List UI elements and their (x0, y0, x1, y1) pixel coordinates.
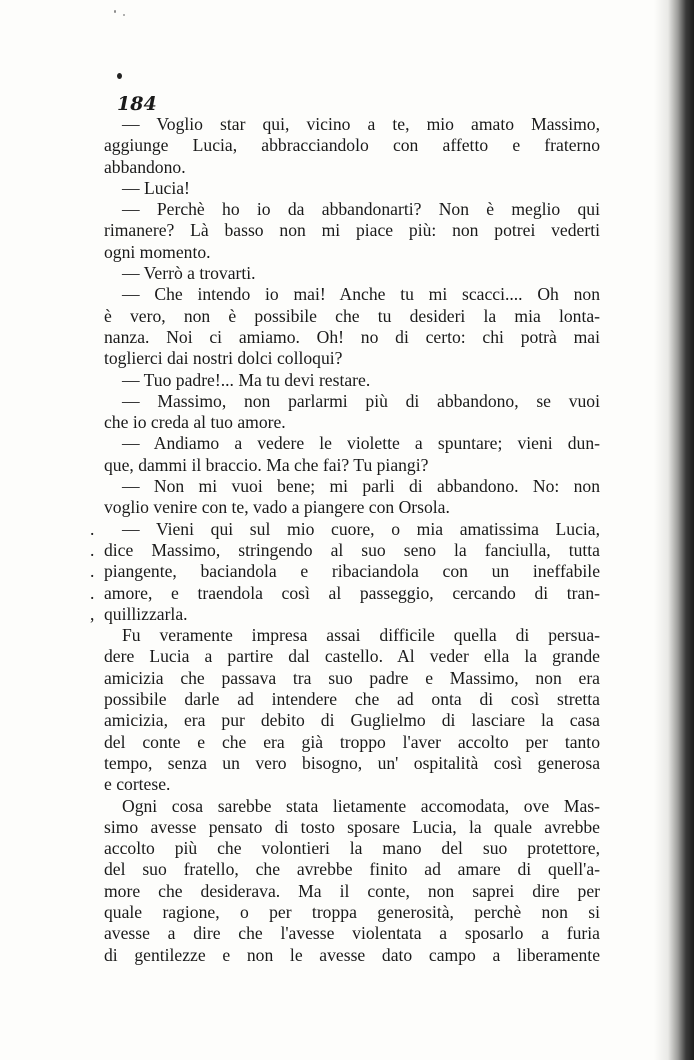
body-text (90, 114, 600, 966)
text-line (104, 455, 600, 476)
line-text: che io creda al tuo amore. (104, 412, 286, 433)
line-text: abbandono. (104, 156, 186, 177)
line-text: avesse a dire che l'avesse violentata a sposarlo a furia (104, 923, 600, 944)
line-text: nanza. Noi ci amiamo. Oh! no di certo: chi potrà mai (104, 326, 600, 347)
line-text: — Tuo padre!... Ma tu devi restare. (122, 369, 371, 390)
margin-mark: . (90, 539, 95, 560)
text-line (104, 923, 600, 944)
line-text: — Voglio star qui, vicino a te, mio amato Massimo, (122, 114, 600, 134)
line-text: quillizzarla. (104, 603, 188, 624)
line-text: quale ragione, o per troppa generosità, perchè non si (104, 901, 600, 922)
ink-speck (117, 73, 122, 79)
text-line (104, 625, 600, 646)
line-text: — Lucia! (122, 177, 190, 198)
text-line (104, 796, 600, 817)
ink-speck (123, 14, 125, 16)
line-text: del conte e che era già troppo l'aver accolto per tanto (104, 731, 600, 752)
line-text: ogni momento. (104, 241, 211, 262)
line-text: possibile darle ad intendere che ad onta di così stretta (104, 689, 600, 710)
line-text: dice Massimo, stringendo al suo seno la fanciulla, tutta (104, 539, 600, 560)
text-line (104, 476, 600, 497)
line-text: di gentilezze e non le avesse dato campo a liberamente (104, 944, 600, 965)
text-line (104, 945, 600, 966)
text-line (90, 582, 600, 604)
line-text: — Vieni qui sul mio cuore, o mia amatissima Lucia, (122, 518, 600, 539)
line-text: Fu veramente impresa assai difficile quella di persua- (122, 625, 600, 646)
line-text: tempo, senza un vero bisogno, un' ospitalità così generosa (104, 752, 600, 773)
line-text: — Verrò a trovarti. (122, 263, 256, 284)
text-line (104, 817, 600, 838)
line-text: piangente, baciandola e ribaciandola con un ineffabile (104, 561, 600, 582)
text-line (104, 178, 600, 199)
line-text: toglierci dai nostri dolci colloqui? (104, 348, 343, 369)
text-line (104, 157, 600, 178)
text-line (104, 902, 600, 923)
text-line (104, 689, 600, 710)
text-line (104, 710, 600, 731)
text-line (104, 838, 600, 859)
line-text: — Che intendo io mai! Anche tu mi scacci.... Oh non (122, 284, 600, 305)
line-text: — Perchè ho io da abbandonarti? Non è meglio qui (122, 199, 600, 220)
ink-speck (114, 10, 116, 13)
text-line (104, 135, 600, 156)
line-text: aggiunge Lucia, abbracciandolo con affetto e fraterno (104, 135, 600, 156)
line-text: e cortese. (104, 774, 171, 795)
text-line (104, 732, 600, 753)
text-line (104, 774, 600, 795)
margin-mark: . (90, 561, 95, 582)
text-line (90, 603, 600, 625)
line-text: — Massimo, non parlarmi più di abbandono, se vuoi (122, 390, 600, 411)
text-line (104, 284, 600, 305)
page-number: 184 (117, 93, 157, 115)
line-text: dere Lucia a partire dal castello. Al veder ella la grande (104, 646, 600, 667)
text-line (104, 433, 600, 454)
line-text: amore, e traendola così al passeggio, cercando di tran- (104, 582, 600, 603)
line-text: — Andiamo a vedere le violette a spuntare; vieni dun- (122, 433, 600, 454)
margin-mark: . (90, 582, 95, 603)
book-spine-shadow (654, 0, 694, 1060)
line-text: more che desiderava. Ma il conte, non saprei dire per (104, 880, 600, 901)
text-line (104, 497, 600, 518)
line-text: simo avesse pensato di tosto sposare Lucia, la quale avrebbe (104, 816, 600, 837)
line-text: è vero, non è possibile che tu desideri la mia lonta- (104, 305, 600, 326)
text-line (104, 220, 600, 241)
line-text: Ogni cosa sarebbe stata lietamente accomodata, ove Mas- (122, 795, 600, 816)
text-line (104, 753, 600, 774)
margin-mark: , (90, 603, 95, 624)
line-text: que, dammi il braccio. Ma che fai? Tu piangi? (104, 454, 429, 475)
text-line (104, 859, 600, 880)
text-line (90, 518, 600, 540)
line-text: accolto più che volontieri la mano del suo protettore, (104, 838, 600, 859)
text-line (104, 646, 600, 667)
text-line (104, 348, 600, 369)
text-line (104, 370, 600, 391)
text-line (104, 327, 600, 348)
text-line (90, 561, 600, 582)
text-line (104, 306, 600, 327)
line-text: amicizia, era pur debito di Guglielmo di lasciare la casa (104, 710, 600, 731)
text-line (90, 539, 600, 561)
line-text: — Non mi vuoi bene; mi parli di abbandono. No: non (122, 476, 600, 497)
line-text: amicizia che passava tra suo padre e Massimo, non era (104, 667, 600, 688)
line-text: rimanere? Là basso non mi piace più: non potrei vederti (104, 220, 600, 241)
line-text: voglio venire con te, vado a piangere con Orsola. (104, 497, 450, 518)
text-line (104, 881, 600, 902)
text-line (104, 391, 600, 412)
text-line (104, 412, 600, 433)
text-line (104, 199, 600, 220)
text-line (104, 263, 600, 284)
line-text: del suo fratello, che avrebbe finito ad amare di quell'a- (104, 859, 600, 880)
text-line (104, 114, 600, 135)
margin-mark: . (90, 518, 95, 539)
text-line (104, 242, 600, 263)
text-line (104, 668, 600, 689)
